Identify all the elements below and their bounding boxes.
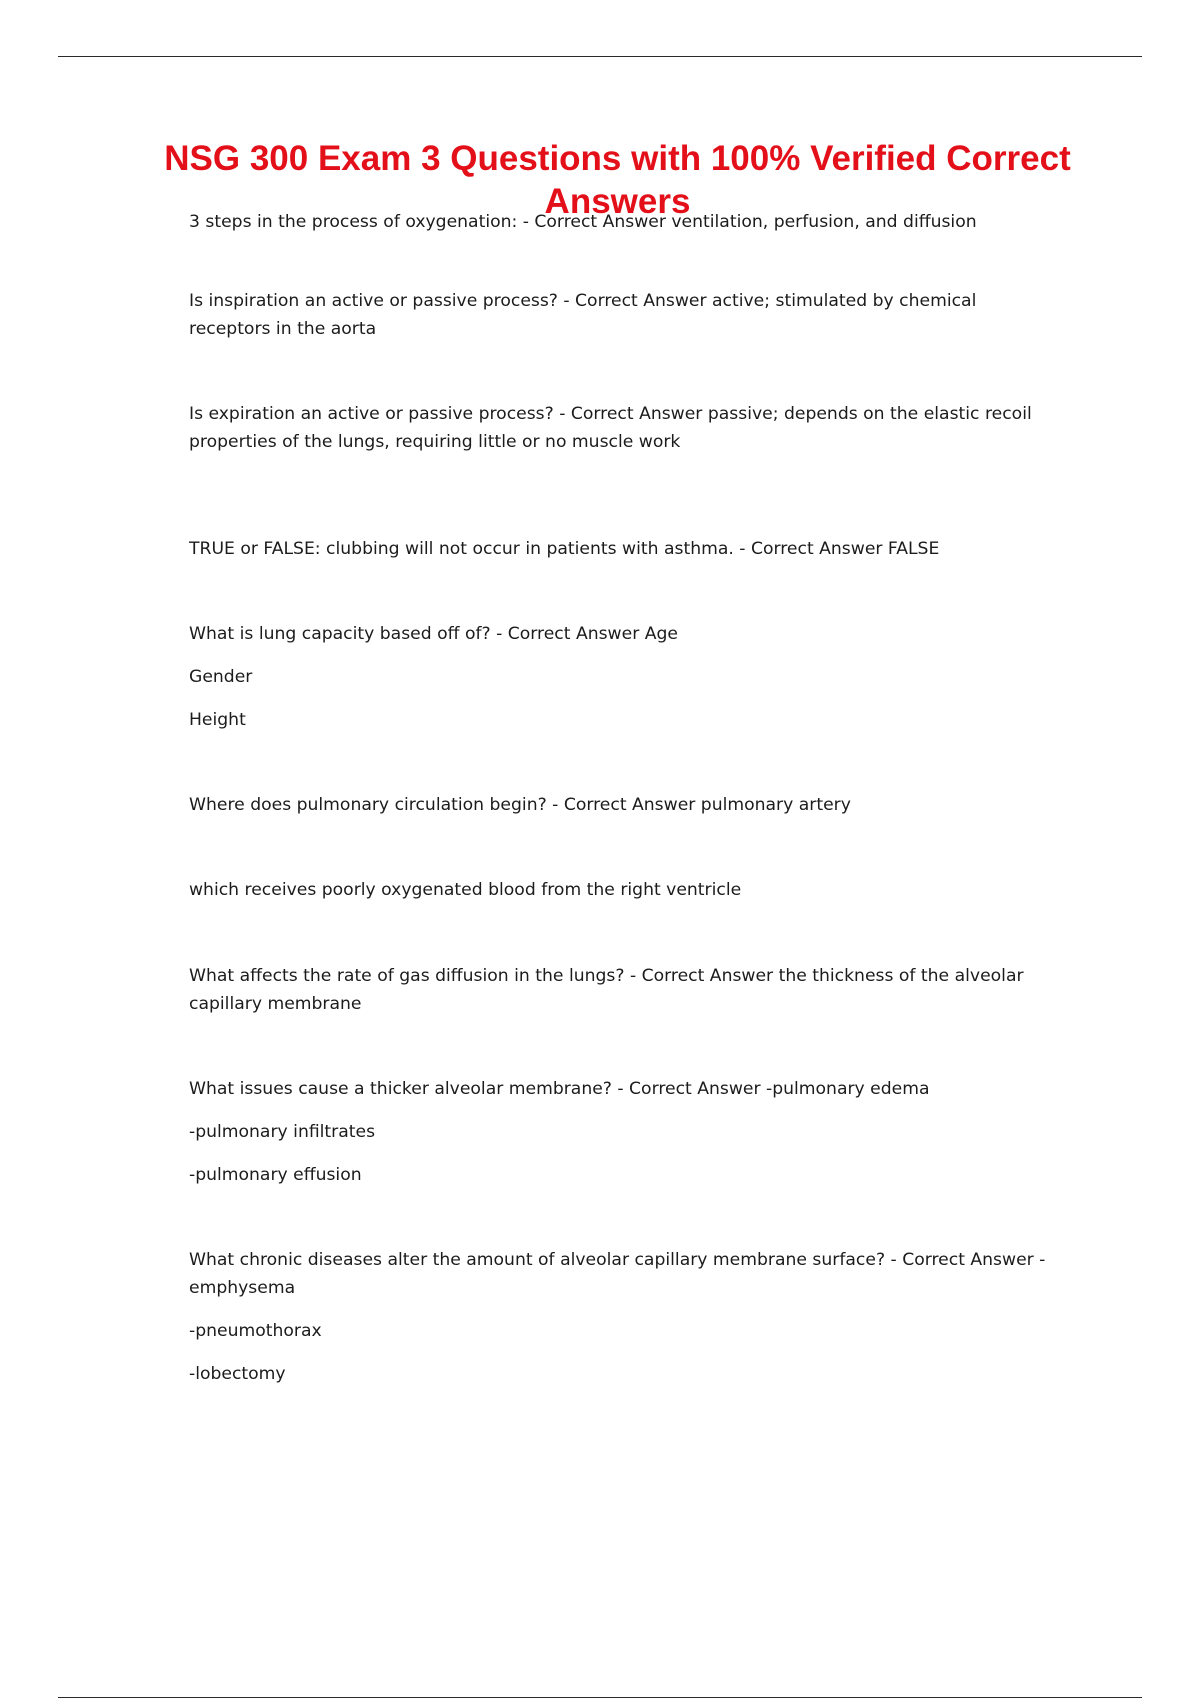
- bottom-rule: [58, 1697, 1142, 1698]
- qa-item-5: [189, 620, 1049, 734]
- qa-item-4: [189, 535, 1049, 563]
- qa-item-2: [189, 287, 1049, 343]
- qa-item-9: [189, 1075, 1049, 1189]
- qa-item-6: [189, 791, 1049, 819]
- qa-line: which receives poorly oxygenated blood from the right ventricle: [189, 880, 742, 900]
- qa-item-10: [189, 1246, 1049, 1388]
- qa-line: -lobectomy: [189, 1364, 286, 1384]
- qa-item-1: [189, 208, 1049, 236]
- qa-line: 3 steps in the process of oxygenation: - Correct Answer ventilation, perfusion, and diffusion: [189, 212, 977, 232]
- qa-line: -pneumothorax: [189, 1321, 322, 1341]
- qa-line: Gender: [189, 667, 253, 687]
- qa-line: Is expiration an active or passive process? - Correct Answer passive; depends on the elastic recoil properties of the lungs, requiring little or no muscle work: [189, 404, 1032, 452]
- qa-line: TRUE or FALSE: clubbing will not occur in patients with asthma. - Correct Answer FALSE: [189, 539, 940, 559]
- qa-line: What affects the rate of gas diffusion in the lungs? - Correct Answer the thickness of the alveolar capillary membrane: [189, 966, 1024, 1014]
- qa-item-7: [189, 876, 1049, 904]
- qa-line: What issues cause a thicker alveolar membrane? - Correct Answer -pulmonary edema: [189, 1079, 930, 1099]
- qa-line: Where does pulmonary circulation begin? - Correct Answer pulmonary artery: [189, 795, 851, 815]
- qa-line: Is inspiration an active or passive process? - Correct Answer active; stimulated by chemical receptors in the aorta: [189, 291, 977, 339]
- qa-line: Height: [189, 710, 246, 730]
- qa-line: -pulmonary effusion: [189, 1165, 362, 1185]
- qa-item-8: [189, 962, 1049, 1018]
- qa-line: What chronic diseases alter the amount of alveolar capillary membrane surface? - Correct Answer - emphysema: [189, 1250, 1046, 1298]
- qa-line: -pulmonary infiltrates: [189, 1122, 376, 1142]
- top-rule: [58, 56, 1142, 57]
- document-title: NSG 300 Exam 3 Questions with 100% Verified Correct Answers: [164, 139, 1071, 221]
- qa-item-3: [189, 400, 1049, 456]
- qa-line: What is lung capacity based off of? - Correct Answer Age: [189, 624, 678, 644]
